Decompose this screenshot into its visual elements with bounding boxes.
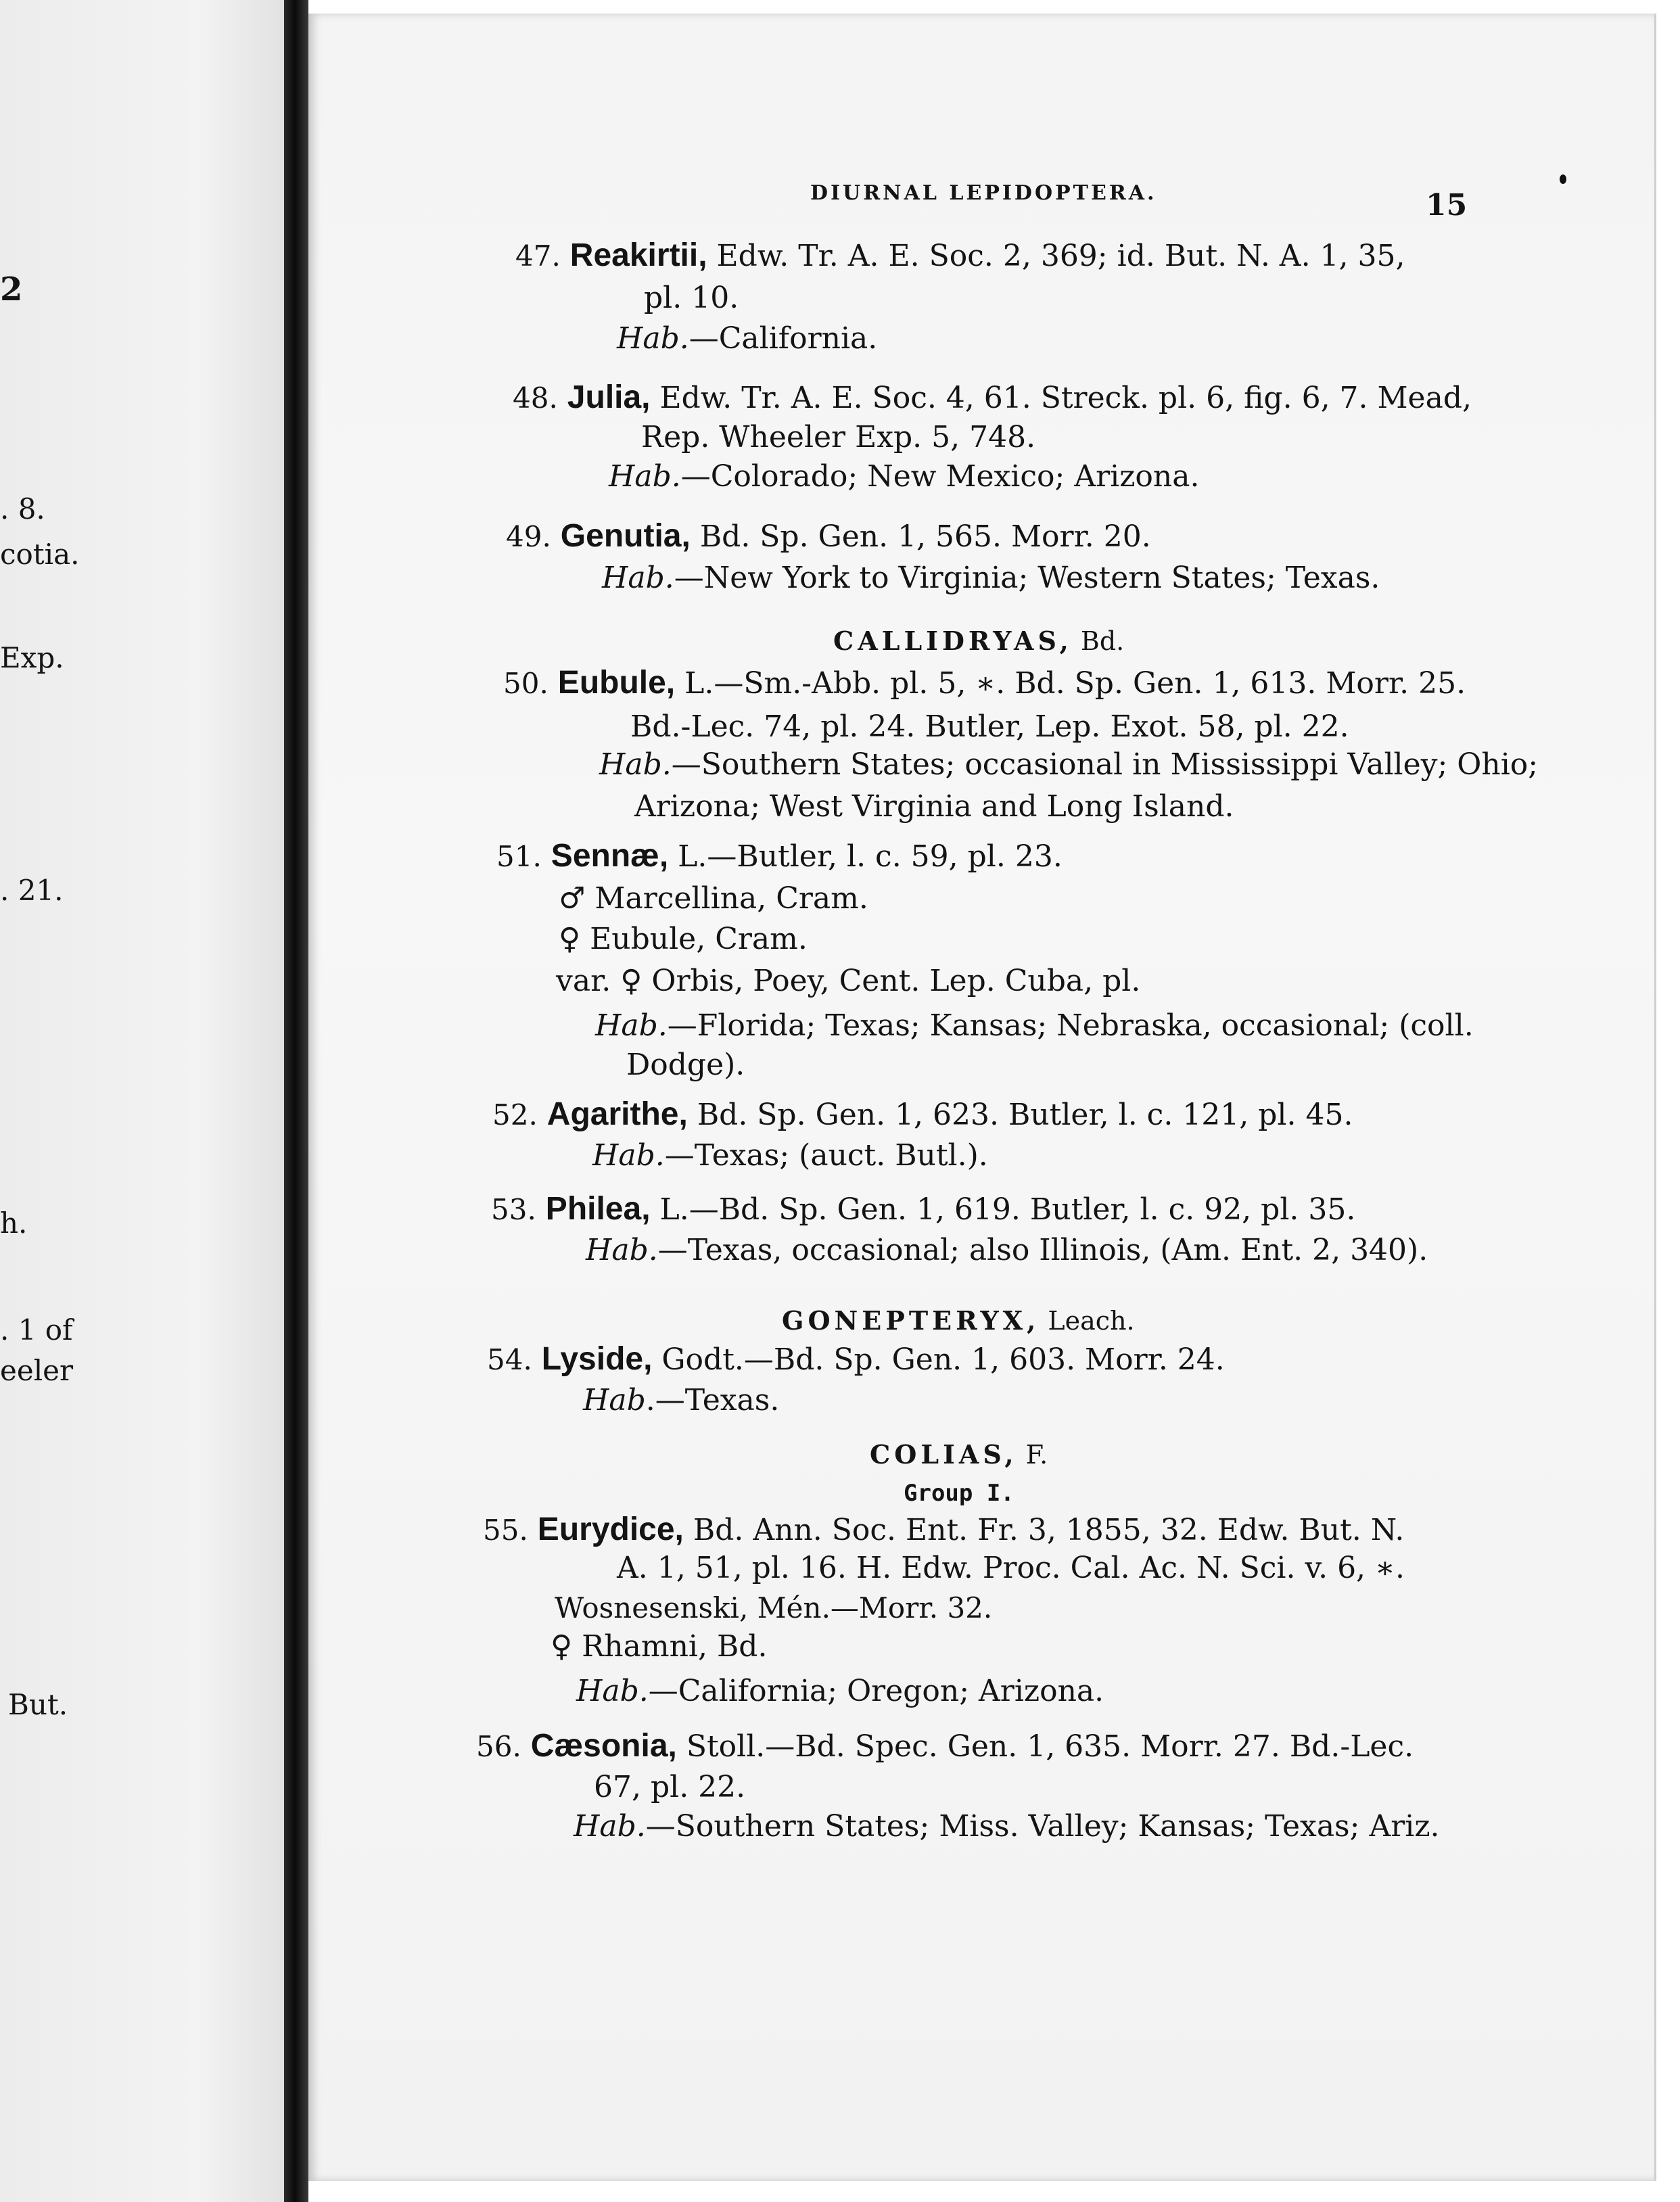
right-page — [308, 14, 1656, 2181]
genus-author: Leach. — [1040, 1306, 1135, 1336]
entry-line — [506, 517, 1151, 555]
entry-text: —California; Oregon; Arizona. — [648, 1674, 1104, 1708]
entry-text: Bd. Ann. Soc. Ent. Fr. 3, 1855, 32. Edw. But. N. — [683, 1513, 1405, 1547]
species-name: Reakirtii, — [569, 237, 707, 273]
left-fragment: h. — [0, 1207, 28, 1240]
entry-text: Arizona; West Virginia and Long Island. — [634, 789, 1234, 824]
entry-text: ♀ Eubule, Cram. — [559, 922, 808, 956]
entry-line — [644, 281, 739, 316]
entry-line — [476, 1727, 1414, 1764]
species-name: Agarithe, — [546, 1096, 688, 1132]
species-name: Genutia, — [560, 518, 691, 554]
species-name: Lyside, — [541, 1341, 653, 1377]
entry-number: 50. — [503, 667, 549, 700]
entry-number: 47. — [515, 239, 561, 273]
entry-line — [556, 964, 1140, 999]
entry-text: Bd. Sp. Gen. 1, 565. Morr. 20. — [690, 519, 1151, 554]
hab-label: Hab. — [586, 1233, 658, 1267]
entry-text: var. ♀ Orbis, Poey, Cent. Lep. Cuba, pl. — [556, 964, 1141, 998]
hab-label: Hab. — [602, 561, 674, 595]
entry-text: L.—Bd. Sp. Gen. 1, 619. Butler, l. c. 92, pl. 35. — [650, 1192, 1356, 1227]
genus-author: F. — [1017, 1440, 1048, 1470]
hab-label: Hab. — [576, 1674, 649, 1708]
hab-label: Hab. — [599, 747, 672, 782]
group-label: Group I. — [904, 1480, 1014, 1507]
entry-line — [555, 1592, 992, 1624]
entry-line — [641, 421, 1035, 455]
book-spine — [284, 0, 308, 2202]
entry-text: ♀ Rhamni, Bd. — [551, 1629, 768, 1664]
entry-line — [487, 1340, 1225, 1378]
entry-line — [583, 1384, 779, 1418]
entry-text: Dodge). — [626, 1048, 745, 1082]
genus-heading — [870, 1439, 1048, 1470]
entry-line — [574, 1810, 1440, 1844]
entry-number: 56. — [476, 1730, 521, 1763]
entry-number: 52. — [492, 1098, 538, 1131]
entry-number: 48. — [513, 381, 558, 415]
hab-label: Hab. — [574, 1809, 646, 1844]
running-head: DIURNAL LEPIDOPTERA. — [810, 181, 1157, 205]
entry-text: .—Texas. — [645, 1383, 780, 1418]
entry-text: —Florida; Texas; Kansas; Nebraska, occasional; (coll. — [667, 1008, 1474, 1043]
entry-text: L.—Sm.-Abb. pl. 5, ∗. Bd. Sp. Gen. 1, 613. Morr. 25. — [675, 666, 1466, 701]
hab-label: Hab. — [592, 1138, 665, 1173]
entry-line — [491, 1190, 1355, 1227]
left-page — [0, 0, 284, 2202]
entry-line — [594, 1771, 745, 1805]
entry-text: —Texas; (auct. Butl.). — [664, 1138, 988, 1173]
entry-text: Bd. Sp. Gen. 1, 623. Butler, l. c. 121, pl. 45. — [687, 1098, 1353, 1132]
entry-line — [483, 1511, 1404, 1548]
entry-line — [626, 1048, 745, 1083]
entry-text: 67, pl. 22. — [594, 1770, 746, 1804]
hab-label: Hab. — [617, 321, 689, 356]
species-name: Philea, — [545, 1191, 651, 1227]
entry-line — [559, 882, 868, 916]
genus-name: COLIAS, — [870, 1439, 1018, 1470]
entry-text: Rep. Wheeler Exp. 5, 748. — [641, 420, 1036, 454]
entry-number: 53. — [491, 1193, 536, 1226]
entry-text: A. 1, 51, pl. 16. H. Edw. Proc. Cal. Ac. N. Sci. v. 6, ∗. — [617, 1551, 1405, 1585]
hab-label: Hab. — [609, 459, 681, 494]
entry-text: —California. — [689, 321, 878, 356]
left-fragment: eeler — [0, 1354, 74, 1387]
entry-text: Wosnesenski, Mén.—Morr. 32. — [555, 1591, 993, 1624]
entry-number: 54. — [487, 1343, 532, 1376]
genus-name: CALLIDRYAS, — [833, 626, 1073, 656]
entry-text: —New York to Virginia; Western States; Texas. — [674, 561, 1380, 595]
species-name: Cæsonia, — [530, 1728, 677, 1764]
entry-line — [503, 664, 1466, 701]
genus-heading — [782, 1305, 1135, 1336]
entry-line — [630, 710, 1349, 745]
species-name: Sennæ, — [551, 838, 669, 874]
left-fragment: . 21. — [0, 874, 64, 907]
left-fragment: But. — [8, 1688, 68, 1721]
genus-author: Bd. — [1072, 626, 1125, 656]
entry-line — [602, 561, 1380, 596]
entry-line — [599, 748, 1538, 782]
entry-line — [496, 837, 1063, 874]
entry-line — [617, 1551, 1405, 1586]
species-name: Eurydice, — [537, 1512, 684, 1547]
entry-number: 51. — [496, 840, 542, 873]
genus-heading — [833, 626, 1124, 656]
entry-text: —Colorado; New Mexico; Arizona. — [680, 459, 1200, 494]
hab-label: Hab. — [595, 1008, 668, 1043]
species-name: Eubule, — [557, 665, 676, 701]
entry-text: Edw. Tr. A. E. Soc. 4, 61. Streck. pl. 6, fig. 6, 7. Mead, — [650, 381, 1472, 415]
entry-text: Stoll.—Bd. Spec. Gen. 1, 635. Morr. 27. Bd.-Lec. — [676, 1729, 1414, 1764]
entry-text: L.—Butler, l. c. 59, pl. 23. — [668, 839, 1063, 874]
left-fragment: 2 — [0, 271, 23, 308]
entry-number: 55. — [483, 1514, 528, 1547]
entry-line — [595, 1009, 1474, 1044]
entry-text: —Texas, occasional; also Illinois, (Am. Ent. 2, 340). — [657, 1233, 1428, 1267]
hab-label: Hab — [583, 1383, 646, 1418]
ink-speck — [1560, 174, 1566, 184]
entry-line — [492, 1096, 1353, 1133]
entry-number: 49. — [506, 520, 551, 553]
entry-text: —Southern States; occasional in Mississippi Valley; Ohio; — [671, 747, 1539, 782]
entry-line — [551, 1630, 767, 1664]
left-fragment: cotia. — [0, 538, 80, 571]
left-fragment: . 1 of — [0, 1313, 73, 1346]
entry-line — [559, 922, 808, 957]
page-number: 15 — [1426, 188, 1468, 222]
species-name: Julia, — [567, 379, 651, 415]
entry-line — [513, 379, 1472, 416]
left-fragment: Exp. — [0, 641, 64, 674]
left-fragment: . 8. — [0, 492, 45, 525]
entry-line — [576, 1674, 1104, 1709]
entry-line — [609, 460, 1199, 494]
entry-text: Bd.-Lec. 74, pl. 24. Butler, Lep. Exot. 58, pl. 22. — [630, 709, 1349, 744]
entry-text: pl. 10. — [644, 281, 739, 315]
entry-line — [634, 790, 1234, 824]
entry-text: —Southern States; Miss. Valley; Kansas; Texas; Ariz. — [645, 1809, 1440, 1844]
entry-line — [617, 322, 877, 356]
entry-text: Edw. Tr. A. E. Soc. 2, 369; id. But. N. A. 1, 35, — [707, 239, 1405, 273]
entry-line — [586, 1234, 1428, 1268]
entry-text: Godt.—Bd. Sp. Gen. 1, 603. Morr. 24. — [652, 1342, 1225, 1377]
entry-line — [515, 237, 1405, 274]
entry-text: ♂ Marcellina, Cram. — [559, 881, 868, 916]
genus-name: GONEPTERYX, — [782, 1305, 1040, 1336]
entry-line — [592, 1139, 988, 1173]
